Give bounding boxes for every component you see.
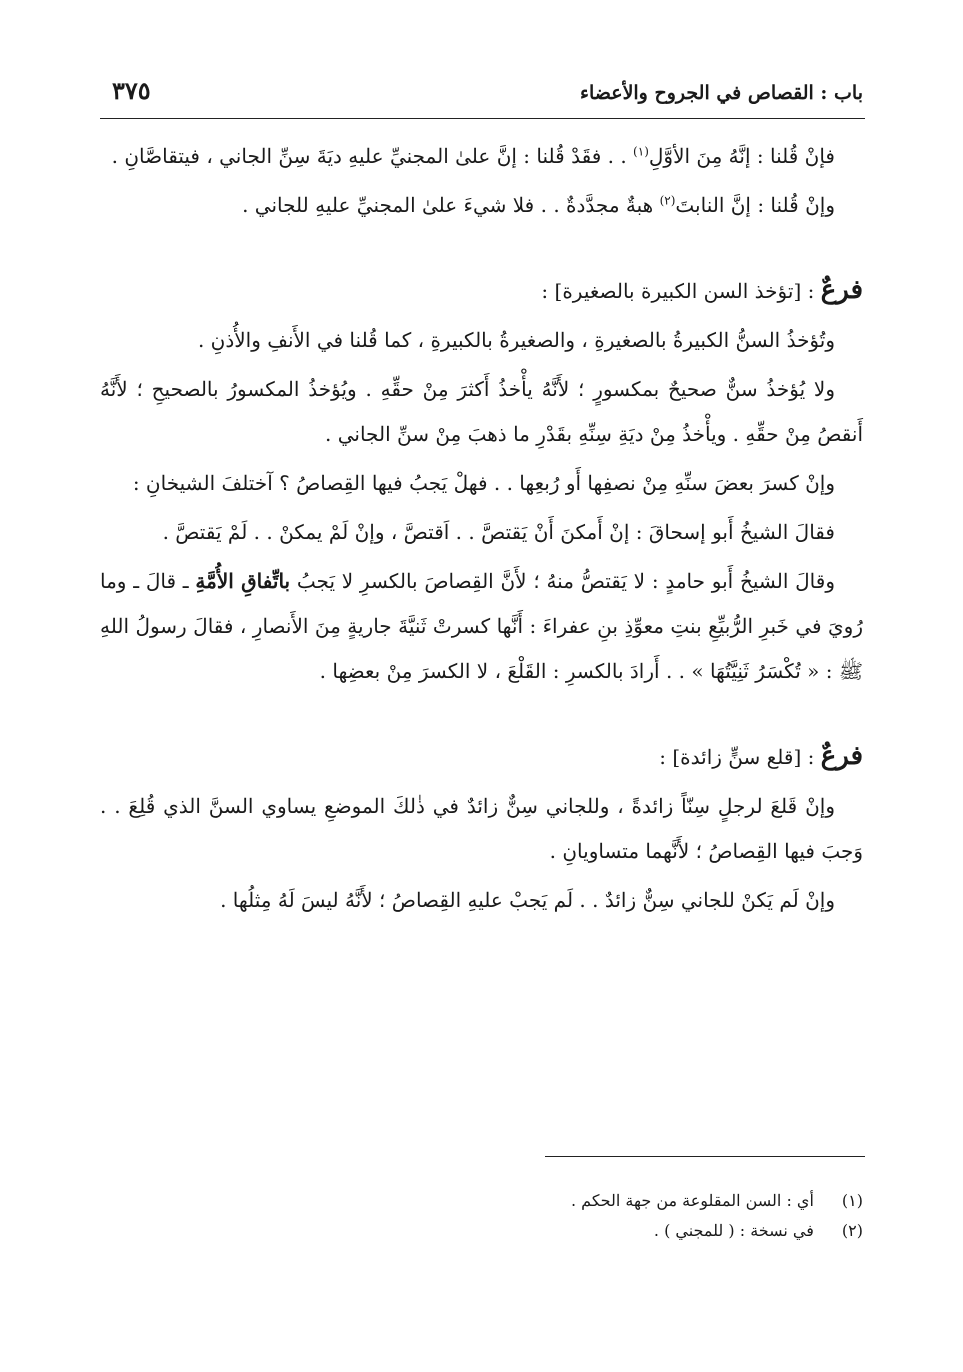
main-text bbox=[100, 134, 863, 927]
section-gap bbox=[100, 698, 863, 734]
section-heading bbox=[100, 268, 863, 314]
footnote-text: أي : السن المقلوعة من جهة الحكم . bbox=[571, 1191, 814, 1210]
running-header bbox=[100, 76, 863, 108]
paragraph bbox=[100, 183, 863, 228]
paragraph-text: وقالَ الشيخُ أَبو حامدٍ : لا يَقتصُّ منهُ ؛ لأَنَّ القِصاصَ بالكسرِ لا يَجبُ bbox=[296, 569, 835, 593]
section-heading bbox=[100, 734, 863, 780]
paragraph: وإنْ كسرَ بعضَ سنِّهِ مِنْ نصفِها أَو رُبعِها . . فهلْ يَجبُ فيها القِصاصُ ؟ آختلفَ الشيخانِ : bbox=[132, 471, 835, 495]
section-title: : [تؤخذ السن الكبيرة بالصغيرة] : bbox=[541, 279, 815, 303]
paragraph: وإنْ لَم يَكنْ للجاني سِنٌّ زائدٌ . . لَم يَجبْ عليهِ القِصاصُ ؛ لأَنَّهُ ليسَ لَهُ مِثلُها . bbox=[220, 888, 835, 912]
footnote-number: (٢) bbox=[841, 1221, 863, 1240]
footnote-ref: (١) bbox=[633, 144, 649, 159]
chapter-title: باب : القصاص في الجروح والأعضاء bbox=[580, 82, 863, 104]
footnote bbox=[100, 1216, 863, 1246]
footnotes bbox=[100, 1186, 863, 1246]
paragraph-text: ـ قالَ ـ وما رُويَ في خَبرِ الرُّبيِّعِ بنتِ معوِّذِ بنِ عفراءَ : أَنَّها كسرتْ ثَنيَّةَ جاريةٍ مِنَ الأَنصارِ ، فقالَ رسولُ اللهِ ﷺ : « تُكْسَرُ ثَنِيَّتُهَا » . . أَرادَ بالكسرِ : القَلْعَ ، لا الكسرَ مِنْ بعضِها . bbox=[100, 569, 863, 683]
section-label: فرعٌ bbox=[820, 741, 863, 771]
footnote-number: (١) bbox=[841, 1191, 863, 1210]
paragraph-text: فإنْ قُلنا : إنَّهُ مِنَ الأوَّلِ bbox=[648, 144, 835, 168]
bold-phrase: باتِّفاقِ الأُمَّةِ bbox=[195, 569, 291, 593]
paragraph-text: . . فقَدْ قُلنا : إنَّ علىٰ المجنيِّ عليهِ ديَةَ سِنِّ الجاني ، فيتقاصَّانِ . bbox=[111, 144, 627, 168]
page-number: ٣٧٥ bbox=[112, 76, 151, 105]
footnote-ref: (٢) bbox=[659, 193, 676, 208]
section-label: فرعٌ bbox=[820, 275, 863, 305]
footnote-rule bbox=[545, 1156, 865, 1157]
section-gap bbox=[100, 232, 863, 268]
paragraph: ولا يُؤخذُ سنٌّ صحيحٌ بمكسورٍ ؛ لأَنَّهُ يأْخذُ أَكثرَ مِنْ حقِّهِ . ويُؤخذُ المكسورُ بالصحيحِ ؛ لأَنَّهُ أَنقصُ مِنْ حقِّهِ . ويأْخذُ مِنْ ديَةِ سِنِّهِ بقَدْرِ ما ذهبَ مِنْ سنِّ الجاني . bbox=[100, 377, 863, 446]
footnote bbox=[100, 1186, 863, 1216]
paragraph: وإنْ قَلعَ لرجلٍ سِنّاً زائدةً ، وللجاني سِنٌّ زائدٌ في ذٰلكَ الموضعِ يساوي السنَّ الذي قُلِعَ . . وَجبَ فيها القِصاصُ ؛ لأَنَّهما متساويانِ . bbox=[100, 794, 863, 863]
paragraph: وتُؤخذُ السنُّ الكبيرةُ بالصغيرةِ ، والصغيرةُ بالكبيرةِ ، كما قُلنا في الأَنفِ والأُذنِ . bbox=[197, 328, 835, 352]
paragraph-text: وإنْ قُلنا : إنَّ النابتَ bbox=[675, 193, 835, 217]
paragraph bbox=[100, 559, 863, 694]
header-rule bbox=[100, 118, 865, 119]
footnote-text: في نسخة : ( للمجني ) . bbox=[653, 1221, 814, 1240]
paragraph: فقالَ الشيخُ أَبو إسحاقَ : إنْ أَمكنَ أَنْ يَقتصَّ . . اَقتصَّ ، وإنْ لَمْ يمكنْ . . لَمْ يَقتصَّ . bbox=[162, 520, 835, 544]
section-title: : [قلع سنٍّ زائدة] : bbox=[659, 745, 815, 769]
paragraph-text: هبةٌ مجدَّدةٌ . . فلا شيءَ علىٰ المجنيِّ عليهِ للجاني . bbox=[242, 193, 654, 217]
paragraph bbox=[100, 134, 863, 179]
